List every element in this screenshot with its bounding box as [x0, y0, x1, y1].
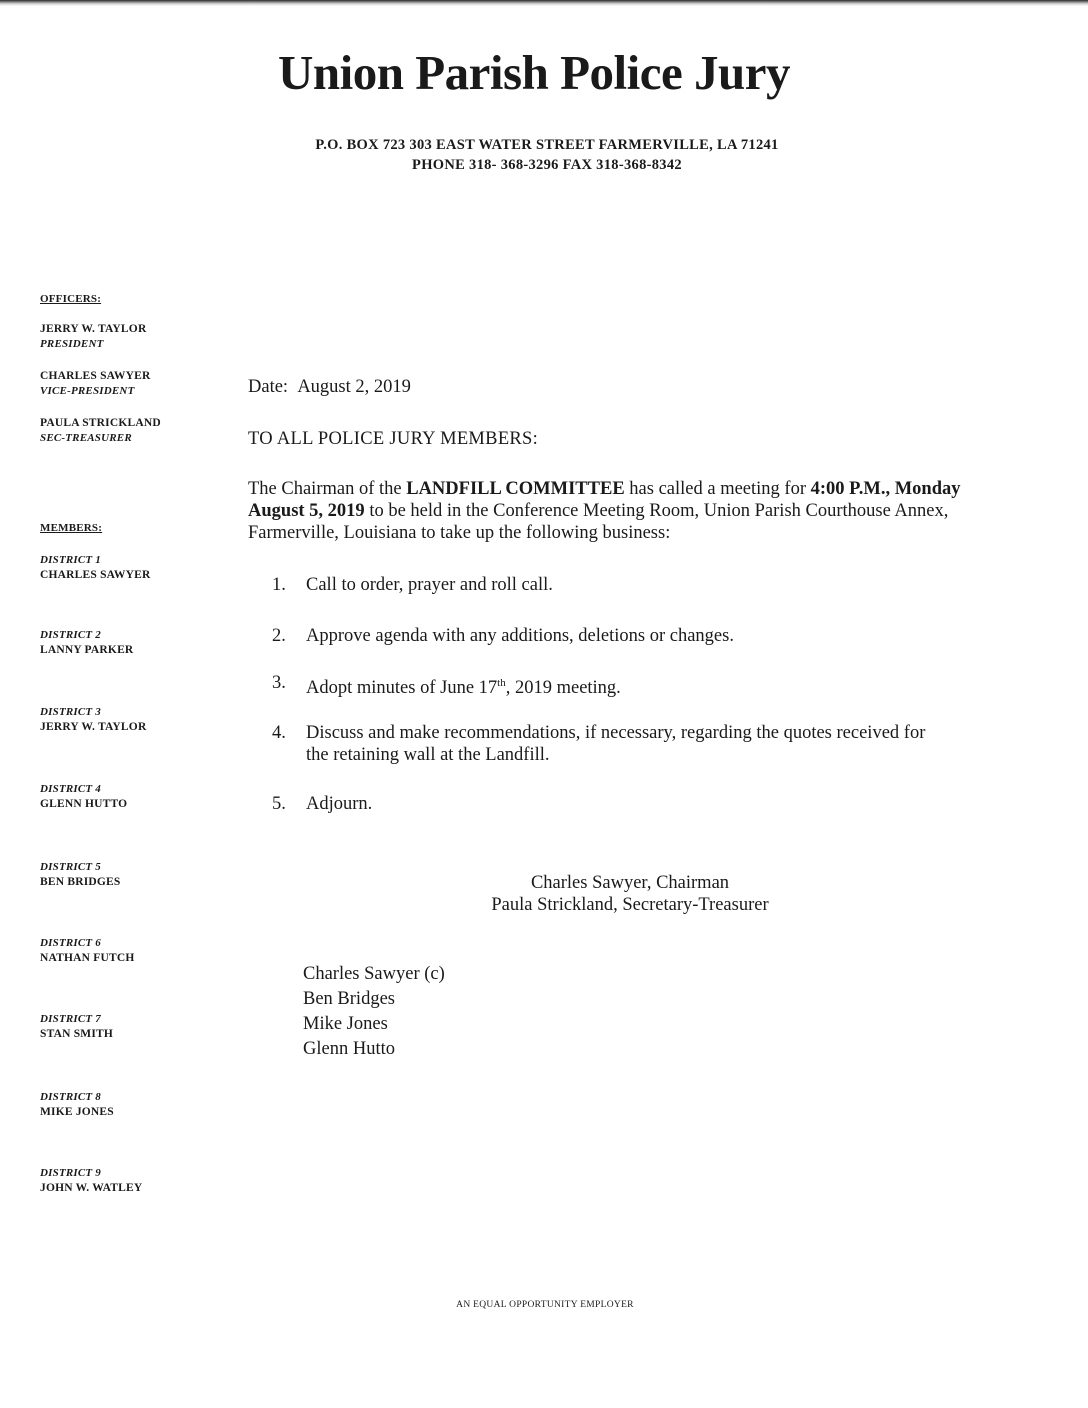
officers-heading: OFFICERS:	[40, 293, 102, 305]
footer-text: AN EQUAL OPPORTUNITY EMPLOYER	[456, 1300, 634, 1310]
member-name: JERRY W. TAYLOR	[40, 721, 147, 733]
agenda-item	[272, 793, 932, 815]
agenda-number: 3.	[272, 673, 286, 693]
date-value: August 2, 2019	[297, 377, 411, 397]
intro-text: has called a meeting for	[624, 479, 811, 499]
agenda-number: 1.	[272, 575, 286, 595]
committee-name: LANDFILL COMMITTEE	[406, 479, 625, 499]
agenda-number: 4.	[272, 723, 286, 743]
member-name: NATHAN FUTCH	[40, 952, 135, 964]
agenda-text: Discuss and make recommendations, if necessary, regarding the quotes received for the retaining wall at the Landfill.	[306, 723, 926, 765]
organization-title: Union Parish Police Jury	[278, 45, 791, 100]
chairman-signature: Charles Sawyer, Chairman	[530, 873, 730, 893]
committee-member: Glenn Hutto	[303, 1039, 395, 1059]
member-entry	[40, 628, 240, 658]
member-name: GLENN HUTTO	[40, 798, 128, 810]
officer-title: PRESIDENT	[40, 338, 104, 350]
member-entry	[40, 553, 240, 583]
agenda-text: Adjourn.	[306, 794, 373, 814]
agenda-item	[272, 574, 932, 596]
member-district: DISTRICT 3	[40, 706, 101, 718]
member-entry	[40, 1012, 240, 1042]
officer-name: JERRY W. TAYLOR	[40, 323, 147, 335]
member-entry	[40, 860, 240, 890]
member-district: DISTRICT 6	[40, 937, 101, 949]
officer-title: VICE-PRESIDENT	[40, 385, 135, 397]
member-entry	[40, 1166, 240, 1196]
agenda-text: Call to order, prayer and roll call.	[306, 575, 553, 595]
address-line: P.O. BOX 723 303 EAST WATER STREET FARMERVILLE, LA 71241	[315, 137, 779, 153]
committee-member: Ben Bridges	[303, 989, 395, 1009]
officer-name: CHARLES SAWYER	[40, 370, 151, 382]
member-entry	[40, 1090, 240, 1120]
members-heading: MEMBERS:	[40, 522, 103, 534]
member-district: DISTRICT 2	[40, 629, 101, 641]
intro-text: The Chairman of the	[248, 479, 407, 499]
member-name: JOHN W. WATLEY	[40, 1182, 143, 1194]
meeting-time: 4:00 P.M., Monday August 5, 2019	[248, 479, 961, 521]
member-name: LANNY PARKER	[40, 644, 134, 656]
member-name: MIKE JONES	[40, 1106, 114, 1118]
officer-entry	[40, 416, 240, 446]
member-district: DISTRICT 1	[40, 554, 101, 566]
member-entry	[40, 936, 240, 966]
officer-entry	[40, 322, 240, 352]
member-name: BEN BRIDGES	[40, 876, 121, 888]
agenda-item	[272, 625, 932, 647]
meeting-notice-paragraph	[248, 478, 968, 544]
member-district: DISTRICT 8	[40, 1091, 101, 1103]
salutation: TO ALL POLICE JURY MEMBERS:	[248, 429, 539, 449]
member-district: DISTRICT 5	[40, 861, 101, 873]
agenda-number: 5.	[272, 794, 286, 814]
agenda-text: Adopt minutes of June 17th, 2019 meeting.	[306, 677, 621, 699]
signature-block	[470, 872, 790, 916]
officer-name: PAULA STRICKLAND	[40, 417, 161, 429]
letter-date	[248, 376, 411, 398]
agenda-text: Approve agenda with any additions, deletions or changes.	[306, 626, 734, 646]
member-district: DISTRICT 9	[40, 1167, 101, 1179]
intro-text: to be held in the Conference Meeting Room, Union Parish Courthouse Annex, Farmerville, Louisiana to take up the following business:	[248, 501, 949, 543]
secretary-signature: Paula Strickland, Secretary-Treasurer	[491, 895, 769, 915]
scan-edge	[0, 0, 1088, 6]
letterhead-address	[262, 135, 832, 175]
member-entry	[40, 782, 240, 812]
officer-entry	[40, 369, 240, 399]
committee-members-list	[303, 962, 445, 1062]
member-name: CHARLES SAWYER	[40, 569, 151, 581]
agenda-item	[272, 672, 932, 699]
member-entry	[40, 705, 240, 735]
agenda-item	[272, 722, 932, 766]
member-district: DISTRICT 7	[40, 1013, 101, 1025]
officer-title: SEC-TREASURER	[40, 432, 132, 444]
member-name: STAN SMITH	[40, 1028, 114, 1040]
committee-member: Charles Sawyer (c)	[303, 964, 445, 984]
phone-line: PHONE 318- 368-3296 FAX 318-368-8342	[412, 157, 682, 173]
member-district: DISTRICT 4	[40, 783, 101, 795]
committee-member: Mike Jones	[303, 1014, 388, 1034]
date-label: Date:	[248, 377, 289, 397]
agenda-number: 2.	[272, 626, 286, 646]
